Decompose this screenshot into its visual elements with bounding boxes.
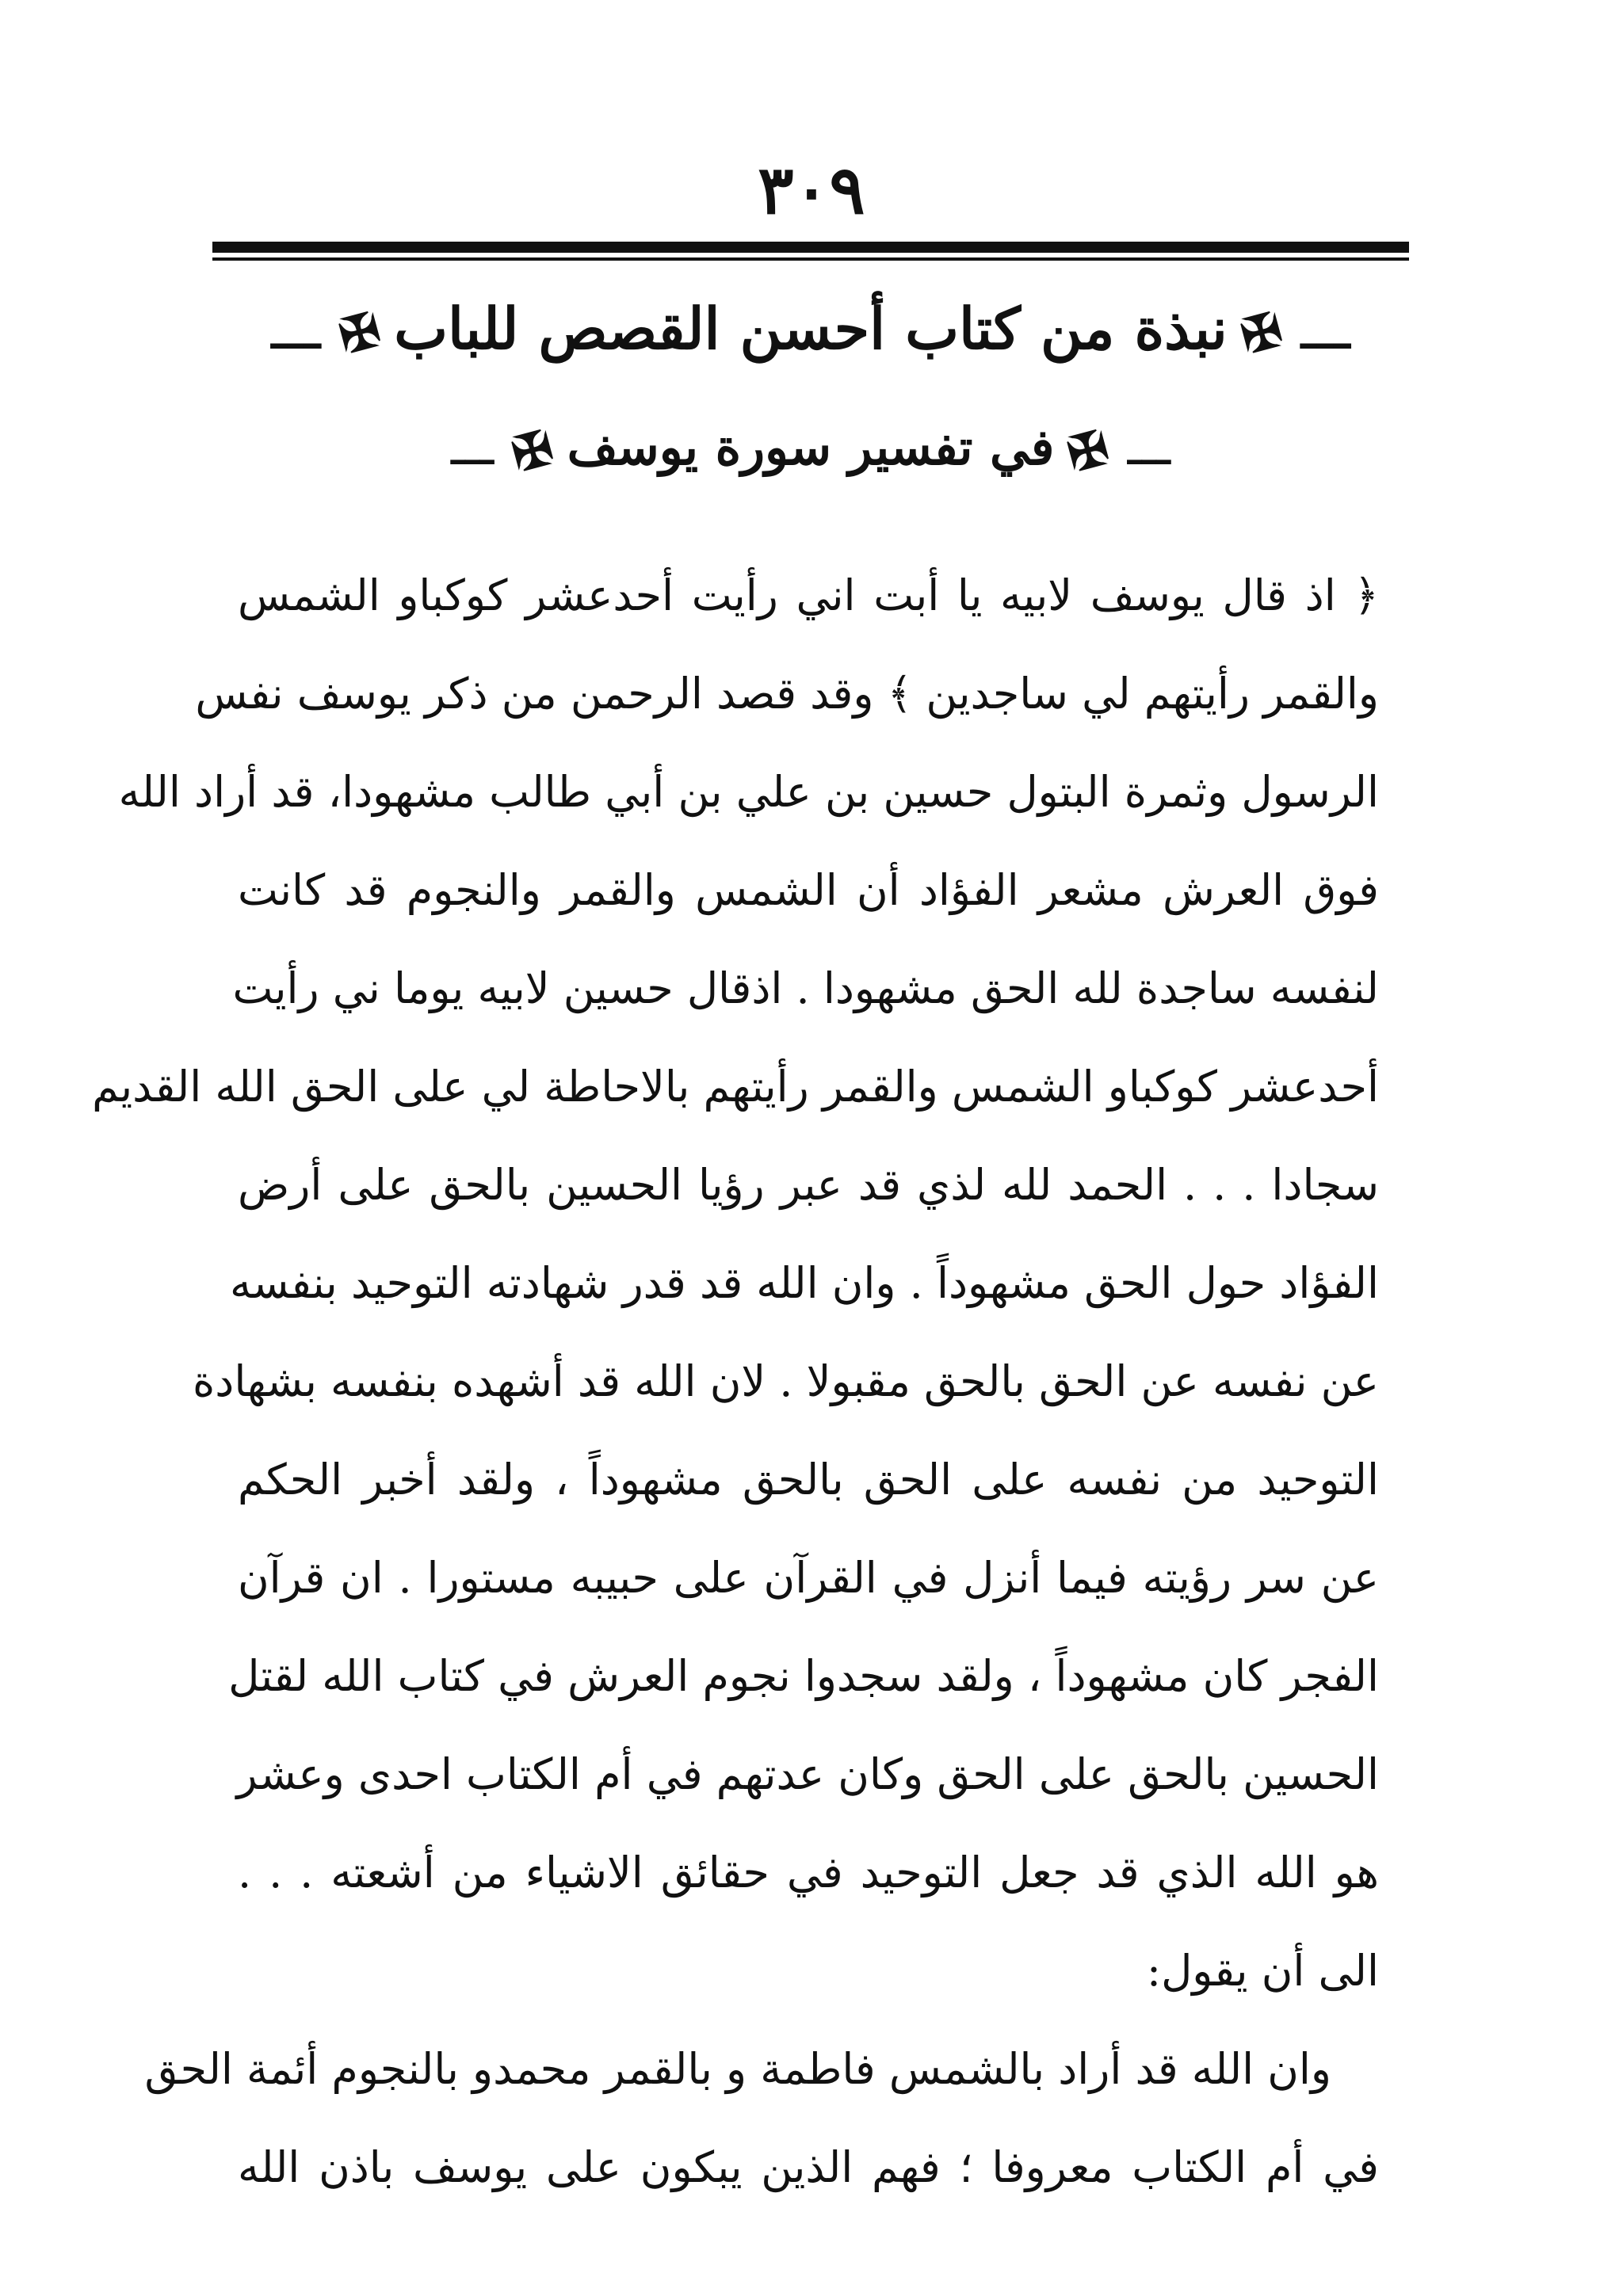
heading-dash-right: ـــ <box>1300 296 1351 362</box>
ornament-right-icon: ✠ <box>1235 301 1289 366</box>
text-line: الفؤاد حول الحق مشهوداً . وان الله قد قدر شهادته التوحيد بنفسه <box>230 1258 1379 1308</box>
heading-dash-left: ـــ <box>270 296 321 362</box>
page-number: ٣٠٩ <box>758 151 865 229</box>
body-text <box>92 547 1379 2217</box>
subheading-dash-left: ـــ <box>450 418 495 476</box>
text-line: ﴿ اذ قال يوسف لابيه يا أبت اني رأيت أحدعشر كوكباو الشمس <box>238 570 1379 620</box>
section-subheading <box>212 408 1409 491</box>
text-line: الحسين بالحق على الحق وكان عدتهم في أم الكتاب احدى وعشر <box>236 1749 1379 1799</box>
text-line: سجادا . . . الحمد لله لذي قد عبر رؤيا الحسين بالحق على أرض <box>238 1160 1379 1210</box>
sub-ornament-right-icon: ✠ <box>1062 419 1115 484</box>
text-line: والقمر رأيتهم لي ساجدين ﴾ وقد قصد الرحمن من ذكر يوسف نفس <box>195 669 1379 719</box>
text-line: عن سر رؤيته فيما أنزل في القرآن على حبيبه مستورا . ان قرآن <box>238 1553 1379 1603</box>
header-rule-thin <box>212 257 1409 261</box>
header-rule-thick <box>212 242 1409 253</box>
text-line: هو الله الذي قد جعل التوحيد في حقائق الاشياء من أشعته . . . <box>238 1848 1379 1897</box>
heading-title: نبذة من كتاب أحسن القصص للباب <box>394 295 1228 362</box>
text-line: في أم الكتاب معروفا ؛ فهم الذين يبكون على يوسف باذن الله <box>238 2142 1379 2192</box>
text-line: أحدعشر كوكباو الشمس والقمر رأيتهم بالاحاطة لي على الحق الله القديم <box>92 1062 1379 1112</box>
text-line: الفجر كان مشهوداً ، ولقد سجدوا نجوم العرش في كتاب الله لقتل <box>228 1651 1379 1701</box>
ornament-left-icon: ✠ <box>333 301 387 366</box>
text-line: وان الله قد أراد بالشمس فاطمة و بالقمر محمدو بالنجوم أئمة الحق <box>144 2044 1331 2094</box>
sub-ornament-left-icon: ✠ <box>506 419 559 484</box>
text-line: لنفسه ساجدة لله الحق مشهودا . اذقال حسين لابيه يوما ني رأيت <box>232 963 1379 1013</box>
text-line: التوحيد من نفسه على الحق بالحق مشهوداً ، ولقد أخبر الحكم <box>238 1455 1379 1505</box>
subheading-title: في تفسير سورة يوسف <box>567 418 1055 476</box>
subheading-dash-right: ـــ <box>1127 418 1171 476</box>
text-line: الرسول وثمرة البتول حسين بن علي بن أبي طالب مشهودا، قد أراد الله <box>118 767 1379 817</box>
text-line: الى أن يقول: <box>1146 1946 1379 1996</box>
chapter-heading <box>212 285 1409 377</box>
text-line: فوق العرش مشعر الفؤاد أن الشمس والقمر والنجوم قد كانت <box>238 865 1379 915</box>
text-line: عن نفسه عن الحق بالحق مقبولا . لان الله قد أشهده بنفسه بشهادة <box>193 1356 1379 1406</box>
